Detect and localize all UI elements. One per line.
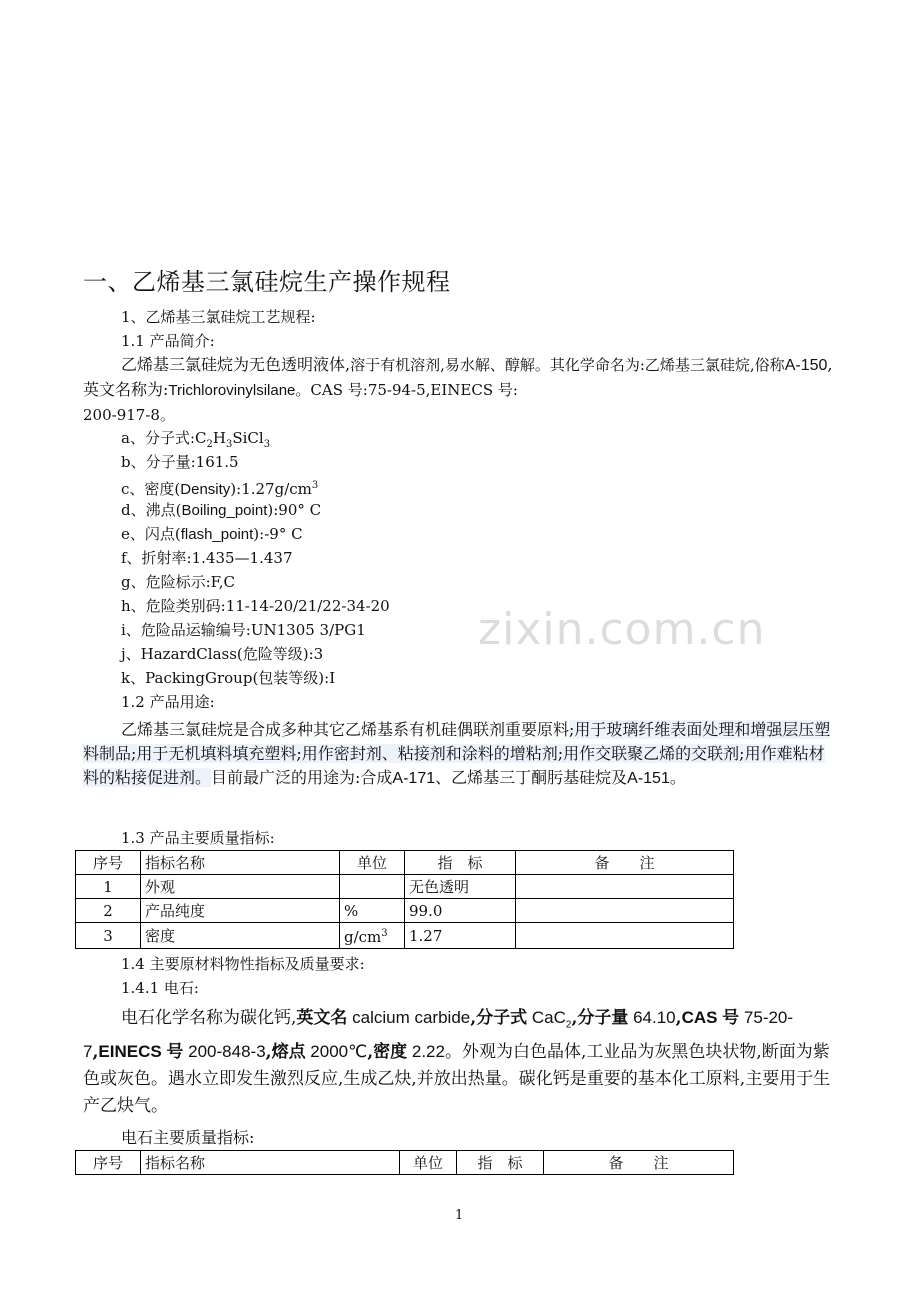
intro-text-2: 溶于有机溶剂,易水解、醇解。其化学命名为:乙烯基三氯硅烷,俗称 bbox=[350, 356, 785, 374]
usage-a151: A-151 bbox=[627, 770, 670, 787]
intro-einecs: 200-917-8。 bbox=[83, 406, 175, 424]
carbide-quality-table bbox=[75, 1150, 734, 1175]
intro-english-name: Trichlorovinylsilane bbox=[168, 382, 296, 399]
watermark: zixin.com.cn bbox=[478, 604, 766, 655]
carbide-paragraph: 电石化学名称为碳化钙,英文名 calcium carbide,分子式 CaC$_2$,分子量 64.10,CAS 号 75-20-7,EINECS 号 200-848-3,熔点 2000℃,密度 2.22。外观为白色晶体,工业品为灰黑色块状物,断面为紫色或灰色。遇水立即发生激烈反应,生成乙炔,并放出热量。碳化钙是重要的基本化工原料,主要用于生产乙炔气。 bbox=[83, 1008, 831, 1117]
intro-alias: A-150 bbox=[784, 357, 828, 374]
header-cell: 指标名称 bbox=[141, 851, 340, 875]
table-row: 2 产品纯度 % 99.0 bbox=[76, 899, 734, 923]
product-quality-table bbox=[75, 850, 734, 949]
section-1-4-1-heading: 1.4.1 电石: bbox=[121, 979, 199, 997]
table-row: 3 密度 $g/cm^3$ 1.27 bbox=[76, 923, 734, 949]
header-cell: 指标名称 bbox=[141, 1151, 400, 1175]
section-1-heading: 1、乙烯基三氯硅烷工艺规程: bbox=[121, 308, 316, 326]
header-cell: 序号 bbox=[76, 1151, 141, 1175]
prop-hazard-symbol: g、危险标示:F,C bbox=[121, 573, 235, 591]
section-1-3-heading: 1.3 产品主要质量指标: bbox=[121, 829, 275, 847]
prop-density: c、密度$(Density):1.27g/cm^3$ bbox=[121, 480, 319, 498]
header-cell: 单位 bbox=[400, 1151, 457, 1175]
header-cell: 指 标 bbox=[457, 1151, 544, 1175]
usage-text-3: 目前最广泛的用途为:合成 bbox=[211, 768, 393, 787]
table-header-row bbox=[76, 851, 734, 875]
intro-cas: 。CAS 号:75-94-5,EINECS 号: bbox=[295, 381, 518, 399]
prop-transport-number: i、危险品运输编号:UN1305 3/PG1 bbox=[121, 621, 366, 639]
intro-text-3: ,英文名称为: bbox=[83, 355, 833, 399]
usage-text-4: 、乙烯基三丁酮肟基硅烷及 bbox=[435, 768, 628, 787]
section-1-4-heading: 1.4 主要原材料物性指标及质量要求: bbox=[121, 955, 365, 973]
header-cell: 指 标 bbox=[405, 851, 516, 875]
table-header-row bbox=[76, 1151, 734, 1175]
header-cell: 单位 bbox=[340, 851, 405, 875]
usage-a171: A-171 bbox=[392, 770, 436, 787]
section-1-2-heading: 1.2 产品用途: bbox=[121, 693, 215, 711]
header-cell: 序号 bbox=[76, 851, 141, 875]
product-usage-paragraph: 乙烯基三氯硅烷是合成多种其它乙烯基系有机硅偶联剂重要原料;用于玻璃纤维表面处理和增强层压塑料制品;用于无机填料填充塑料;用作密封剂、粘接剂和涂料的增粘剂;用作交联聚乙烯的交联剂;用作难粘材料的粘接促进剂。目前最广泛的用途为:合成A-171、乙烯基三丁酮肟基硅烷及A-151。 bbox=[83, 720, 831, 787]
header-cell: 备 注 bbox=[544, 1151, 734, 1175]
carbide-quality-heading: 电石主要质量指标: bbox=[121, 1128, 255, 1147]
usage-text-2: ;用于玻璃纤维表面处理和增强层压塑料制品;用于无机填料填充塑料;用作密封剂、粘接剂和涂料的增粘剂;用作交联聚乙烯的交联剂;用作难粘材料的粘接促进剂。 bbox=[83, 720, 831, 787]
page-title: 一、乙烯基三氯硅烷生产操作规程 bbox=[83, 268, 451, 296]
page-number: 1 bbox=[455, 1208, 464, 1223]
product-intro-paragraph bbox=[83, 353, 838, 427]
table-row: 1 外观 无色透明 bbox=[76, 875, 734, 899]
prop-boiling-point: d、沸点(Boiling_point):90° C bbox=[121, 501, 322, 519]
header-cell: 备 注 bbox=[516, 851, 734, 875]
usage-text-1: 乙烯基三氯硅烷是合成多种其它乙烯基系有机硅偶联剂重要原料 bbox=[121, 720, 570, 739]
prop-risk-codes: h、危险类别码:11-14-20/21/22-34-20 bbox=[121, 597, 390, 615]
prop-packing-group: k、PackingGroup(包装等级):Ⅰ bbox=[121, 669, 336, 687]
prop-flash-point: e、闪点(flash_point):-9° C bbox=[121, 525, 303, 543]
prop-refractive-index: f、折射率:1.435—1.437 bbox=[121, 549, 293, 567]
prop-molecular-weight: b、分子量:161.5 bbox=[121, 453, 239, 471]
prop-hazard-class: j、HazardClass(危险等级):3 bbox=[121, 645, 324, 663]
prop-formula: a、分子式$:C_2H_3SiCl_3$ bbox=[121, 429, 271, 450]
intro-text-1: 乙烯基三氯硅烷为无色透明液体, bbox=[121, 355, 351, 374]
section-1-1-heading: 1.1 产品简介: bbox=[121, 332, 215, 350]
